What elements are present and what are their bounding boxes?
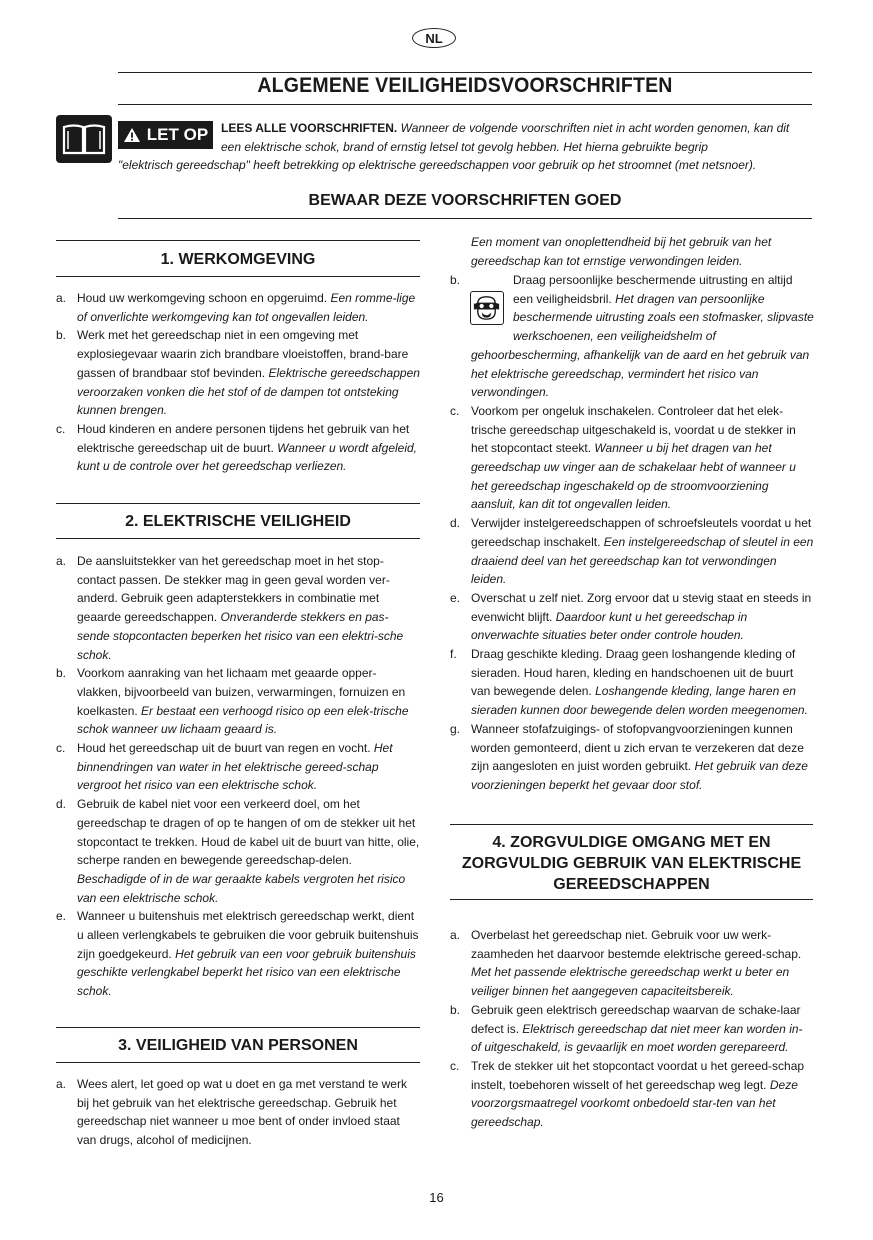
list-item-letter: b. (56, 328, 67, 343)
list-item-italic-note: Het binnendringen van water in het elektrische gereed-schap vergroot het risico van een elektrische schok. (77, 741, 393, 793)
list-item (450, 589, 814, 645)
list-item-text: Houd uw werkomgeving schoon en opgeruimd. (77, 291, 328, 305)
s4-top-rule (450, 824, 813, 825)
list-item-italic-note: Elektrische gereedschappen veroorzaken vonken die het stof of de dampen tot ontsteking kunnen brengen. (77, 365, 420, 418)
list-item-text: Wanneer u buitenshuis met elektrisch gereedschap werkt, dient u alleen verlengkabels te gebruiken die voor gebruik buitenshuis zijn goedgekeurd. (77, 909, 419, 961)
list-item (56, 289, 420, 326)
list-item-text: Overschat u zelf niet. Zorg ervoor dat u stevig staat en steeds in evenwicht blijft. (471, 590, 812, 624)
list-item-letter: a. (56, 554, 67, 568)
warning-label (118, 121, 213, 149)
s2-bottom-rule (56, 538, 420, 539)
list-item (450, 720, 814, 795)
list-item-letter: e. (450, 590, 461, 605)
list-item (56, 664, 420, 739)
s3-bottom-rule (56, 1062, 420, 1063)
list-item-letter: b. (450, 1002, 461, 1017)
list-item (56, 739, 420, 795)
list-item-text: Wanneer stofafzuigings- of stofopvangvoorzieningen kunnen worden gemonteerd, dient u zich ervan te verzekeren dat deze zijn aangesloten en juist worden gebruikt. (471, 721, 804, 774)
list-item-text: Werk met het gereedschap niet in een omgeving met explosiegevaar waarin zich brandbare vloeistoffen, brand-bare gassen of brandbaar stof bevinden. (77, 328, 409, 380)
s3-continued-text: Een moment van onoplettendheid bij het gebruik van het gereedschap kan tot ernstige verwondingen leiden. (471, 235, 772, 268)
warning-label-text: LET OP (146, 125, 209, 144)
list-item (56, 1075, 420, 1150)
list-item-letter: c. (450, 403, 460, 418)
list-item-text: Houd het gereedschap uit de buurt van regen en vocht. (77, 741, 371, 756)
list-item-italic-note: Loshangende kleding, lange haren en sieraden kunnen door bewegende delen worden meegenomen. (471, 684, 808, 718)
list-item-italic-note: Er bestaat een verhoogd risico op een elek-trische schok wanneer uw lichaam geaard is. (77, 703, 409, 737)
list-item (450, 402, 814, 514)
s2-title: 2. ELEKTRISCHE VEILIGHEID (125, 513, 351, 530)
list-item-text: Verwijder instelgereedschappen of schroefsleutels voordat u het gereedschap inschakelt. (471, 516, 812, 549)
list-item-italic-note: Elektrisch gereedschap dat niet meer kan worden in- of uitgeschakeld, is gevaarlijk en moet worden gerepareerd. (471, 1021, 803, 1055)
list-item (56, 552, 420, 664)
s4-title (450, 832, 813, 895)
list-item-italic-note: Een romme-lige of onverlichte werkomgeving kan tot ongevallen leiden. (77, 291, 416, 324)
list-item-text: Gebruik de kabel niet voor een verkeerd doel, om het gereedschap te dragen of op te hangen of om de stekker uit het stopcontact te trekken. Houd de kabel uit de buurt van hitte, olie, scherpe randen en bewegende gereedschap-delen. (77, 797, 420, 868)
list-item (450, 1057, 814, 1132)
keep-rule (118, 218, 812, 219)
list-item (56, 907, 420, 1001)
s2-list (56, 552, 420, 1001)
list-item-italic-note: Onveranderde stekkers en pas-sende stopcontacten beperken het risico van een elektri-sche schok. (77, 610, 404, 662)
s3-list (56, 1075, 420, 1150)
list-item-italic-note: Het gebruik van deze voorzieningen beperkt het gevaar door stof. (471, 759, 808, 792)
s4-title-line1: 4. ZORGVULDIGE OMGANG MET EN (492, 834, 771, 851)
list-item-text: Draag geschikte kleding. Draag geen loshangende kleding of sieraden. Houd haren, kleding en handschoenen uit de buurt van bewegende delen. (471, 647, 796, 699)
s3-top-rule (56, 1027, 420, 1028)
keep-instructions-title: BEWAAR DEZE VOORSCHRIFTEN GOED (308, 192, 622, 209)
list-item-letter: a. (56, 291, 67, 305)
intro-bold: LEES ALLE VOORSCHRIFTEN. (221, 121, 398, 135)
list-item-italic-note: Wanneer u wordt afgeleid, kunt u de controle over het gereedschap verliezen. (77, 440, 418, 474)
s1-title: 1. WERKOMGEVING (160, 251, 316, 268)
list-item-italic-note: Daardoor kunt u het gereedschap in onverwachte situaties beter onder controle houden. (471, 609, 748, 643)
list-item-letter: a. (450, 928, 461, 942)
list-item-letter: a. (56, 1077, 67, 1091)
s4-title-line2: ZORGVULDIG GEBRUIK VAN ELEKTRISCHE (461, 855, 802, 872)
list-item-letter: e. (56, 909, 67, 924)
list-item-italic-note: Wanneer u bij het dragen van het gereedschap uw vinger aan de schakelaar hebt of wanneer u het gereedschap ingeschakeld op de stroomvoorziening aansluit, kan dit tot ongevallen leiden. (471, 441, 796, 512)
title-bottom-rule (118, 104, 812, 105)
list-item-text: Trek de stekker uit het stopcontact voordat u het gereed-schap instelt, toebehoren wisselt of het gereedschap weg legt. (471, 1058, 805, 1092)
list-item-letter: d. (56, 797, 67, 812)
list-item (450, 514, 814, 589)
intro-text (221, 119, 811, 156)
list-item-italic-note: Het gebruik van een voor gebruik buitenshuis geschikte verlengkabel beperkt het risico van een elektrische schok. (77, 946, 416, 999)
title-top-rule (118, 72, 812, 73)
list-item (56, 420, 420, 476)
s1-list (56, 289, 420, 476)
warning-triangle-icon (123, 127, 141, 143)
list-item-letter: c. (56, 741, 66, 756)
s4-bottom-rule (450, 899, 813, 900)
list-item-text: Wees alert, let goed op wat u doet en ga met verstand te werk bij het gebruik van het elektrische gereedschap. Gebruik het gereedschap niet wanneer u moe bent of onder invloed staat van drugs, alcohol of medicijnen. (77, 1077, 407, 1148)
list-item-italic-note: Deze voorzorgsmaatregel voorkomt onbedoeld star-ten van het gereedschap. (471, 1077, 798, 1130)
list-item (56, 326, 420, 420)
icon-spacer (471, 289, 513, 343)
list-item-letter: d. (450, 516, 461, 531)
list-item-text: Draag persoonlijke beschermende uitrusting en altijd een veiligheidsbril. (513, 273, 793, 306)
page-number: 16 (429, 1190, 444, 1205)
list-item-italic-note: Een instelgereedschap of sleutel in een draaiend deel van het gereedschap kan tot verwondingen leiden. (471, 534, 814, 587)
list-item-letter: c. (56, 421, 66, 436)
s3-title: 3. VEILIGHEID VAN PERSONEN (118, 1037, 358, 1054)
s4-list (450, 926, 814, 1132)
list-item-italic-note: Met het passende elektrische gereedschap werkt u beter en veiliger binnen het aangegeven capaciteitsbereik. (471, 965, 790, 999)
list-item (450, 271, 814, 402)
s4-title-line3: GEREEDSCHAPPEN (553, 876, 710, 893)
book-icon (56, 115, 112, 163)
list-item-letter: b. (450, 273, 461, 287)
intro-line1: Wanneer de volgende voorschriften niet in acht worden genomen, kan dit een elektrische schok, brand of ernstig letsel tot gevolg hebben. Het hierna gebruikte begrip (221, 121, 790, 154)
s1-top-rule (56, 240, 420, 241)
list-item-italic-note: Beschadigde of in de war geraakte kabels vergroten het risico van een elektrische schok. (77, 871, 406, 905)
language-badge: NL (412, 28, 456, 48)
list-item-text: De aansluitstekker van het gereedschap moet in het stop-contact passen. De stekker mag in geen geval worden ver-anderd. Gebruik geen adapterstekkers in combinatie met geaarde gereedschappen. (77, 554, 390, 625)
list-item-italic-note: Het dragen van persoonlijke beschermende uitrusting zoals een stofmasker, slipvaste werkschoenen, een veiligheidshelm of gehoorbescherming, afhankelijk van de aard en het gebruik van het elektrische gereedschap, vermindert het risico van verwondingen. (471, 291, 814, 400)
list-item-text: Gebruik geen elektrisch gereedschap waarvan de schake-laar defect is. (471, 1002, 801, 1036)
list-item-letter: f. (450, 647, 457, 662)
s1-bottom-rule (56, 276, 420, 277)
list-item-letter: g. (450, 721, 461, 736)
list-item (56, 795, 420, 907)
list-item-text: Houd kinderen en andere personen tijdens het gebruik van het elektrische gereedschap uit de buurt. (77, 421, 410, 455)
s3-right-list (450, 271, 814, 795)
list-item-letter: b. (56, 666, 67, 681)
intro-line2: "elektrisch gereedschap" heeft betrekking op elektrische gereedschappen voor gebruik op het stroomnet (met netsnoer). (118, 158, 757, 172)
page-title: ALGEMENE VEILIGHEIDSVOORSCHRIFTEN (257, 74, 673, 97)
s2-top-rule (56, 503, 420, 504)
list-item (450, 1001, 814, 1057)
list-item (450, 926, 814, 1001)
list-item-text: Overbelast het gereedschap niet. Gebruik voor uw werk-zaamheden het daarvoor bestemde elektrische gereed-schap. (471, 928, 802, 961)
list-item-text: Voorkom per ongeluk inschakelen. Controleer dat het elek-trische gereedschap uitgeschakeld is, voordat u de stekker in het stopcontact steekt. (471, 403, 796, 456)
list-item (450, 645, 814, 720)
list-item-letter: c. (450, 1058, 460, 1073)
list-item-text: Voorkom aanraking van het lichaam met geaarde opper-vlakken, bijvoorbeeld van buizen, verwarmingen, fornuizen en koelkasten. (77, 666, 406, 718)
